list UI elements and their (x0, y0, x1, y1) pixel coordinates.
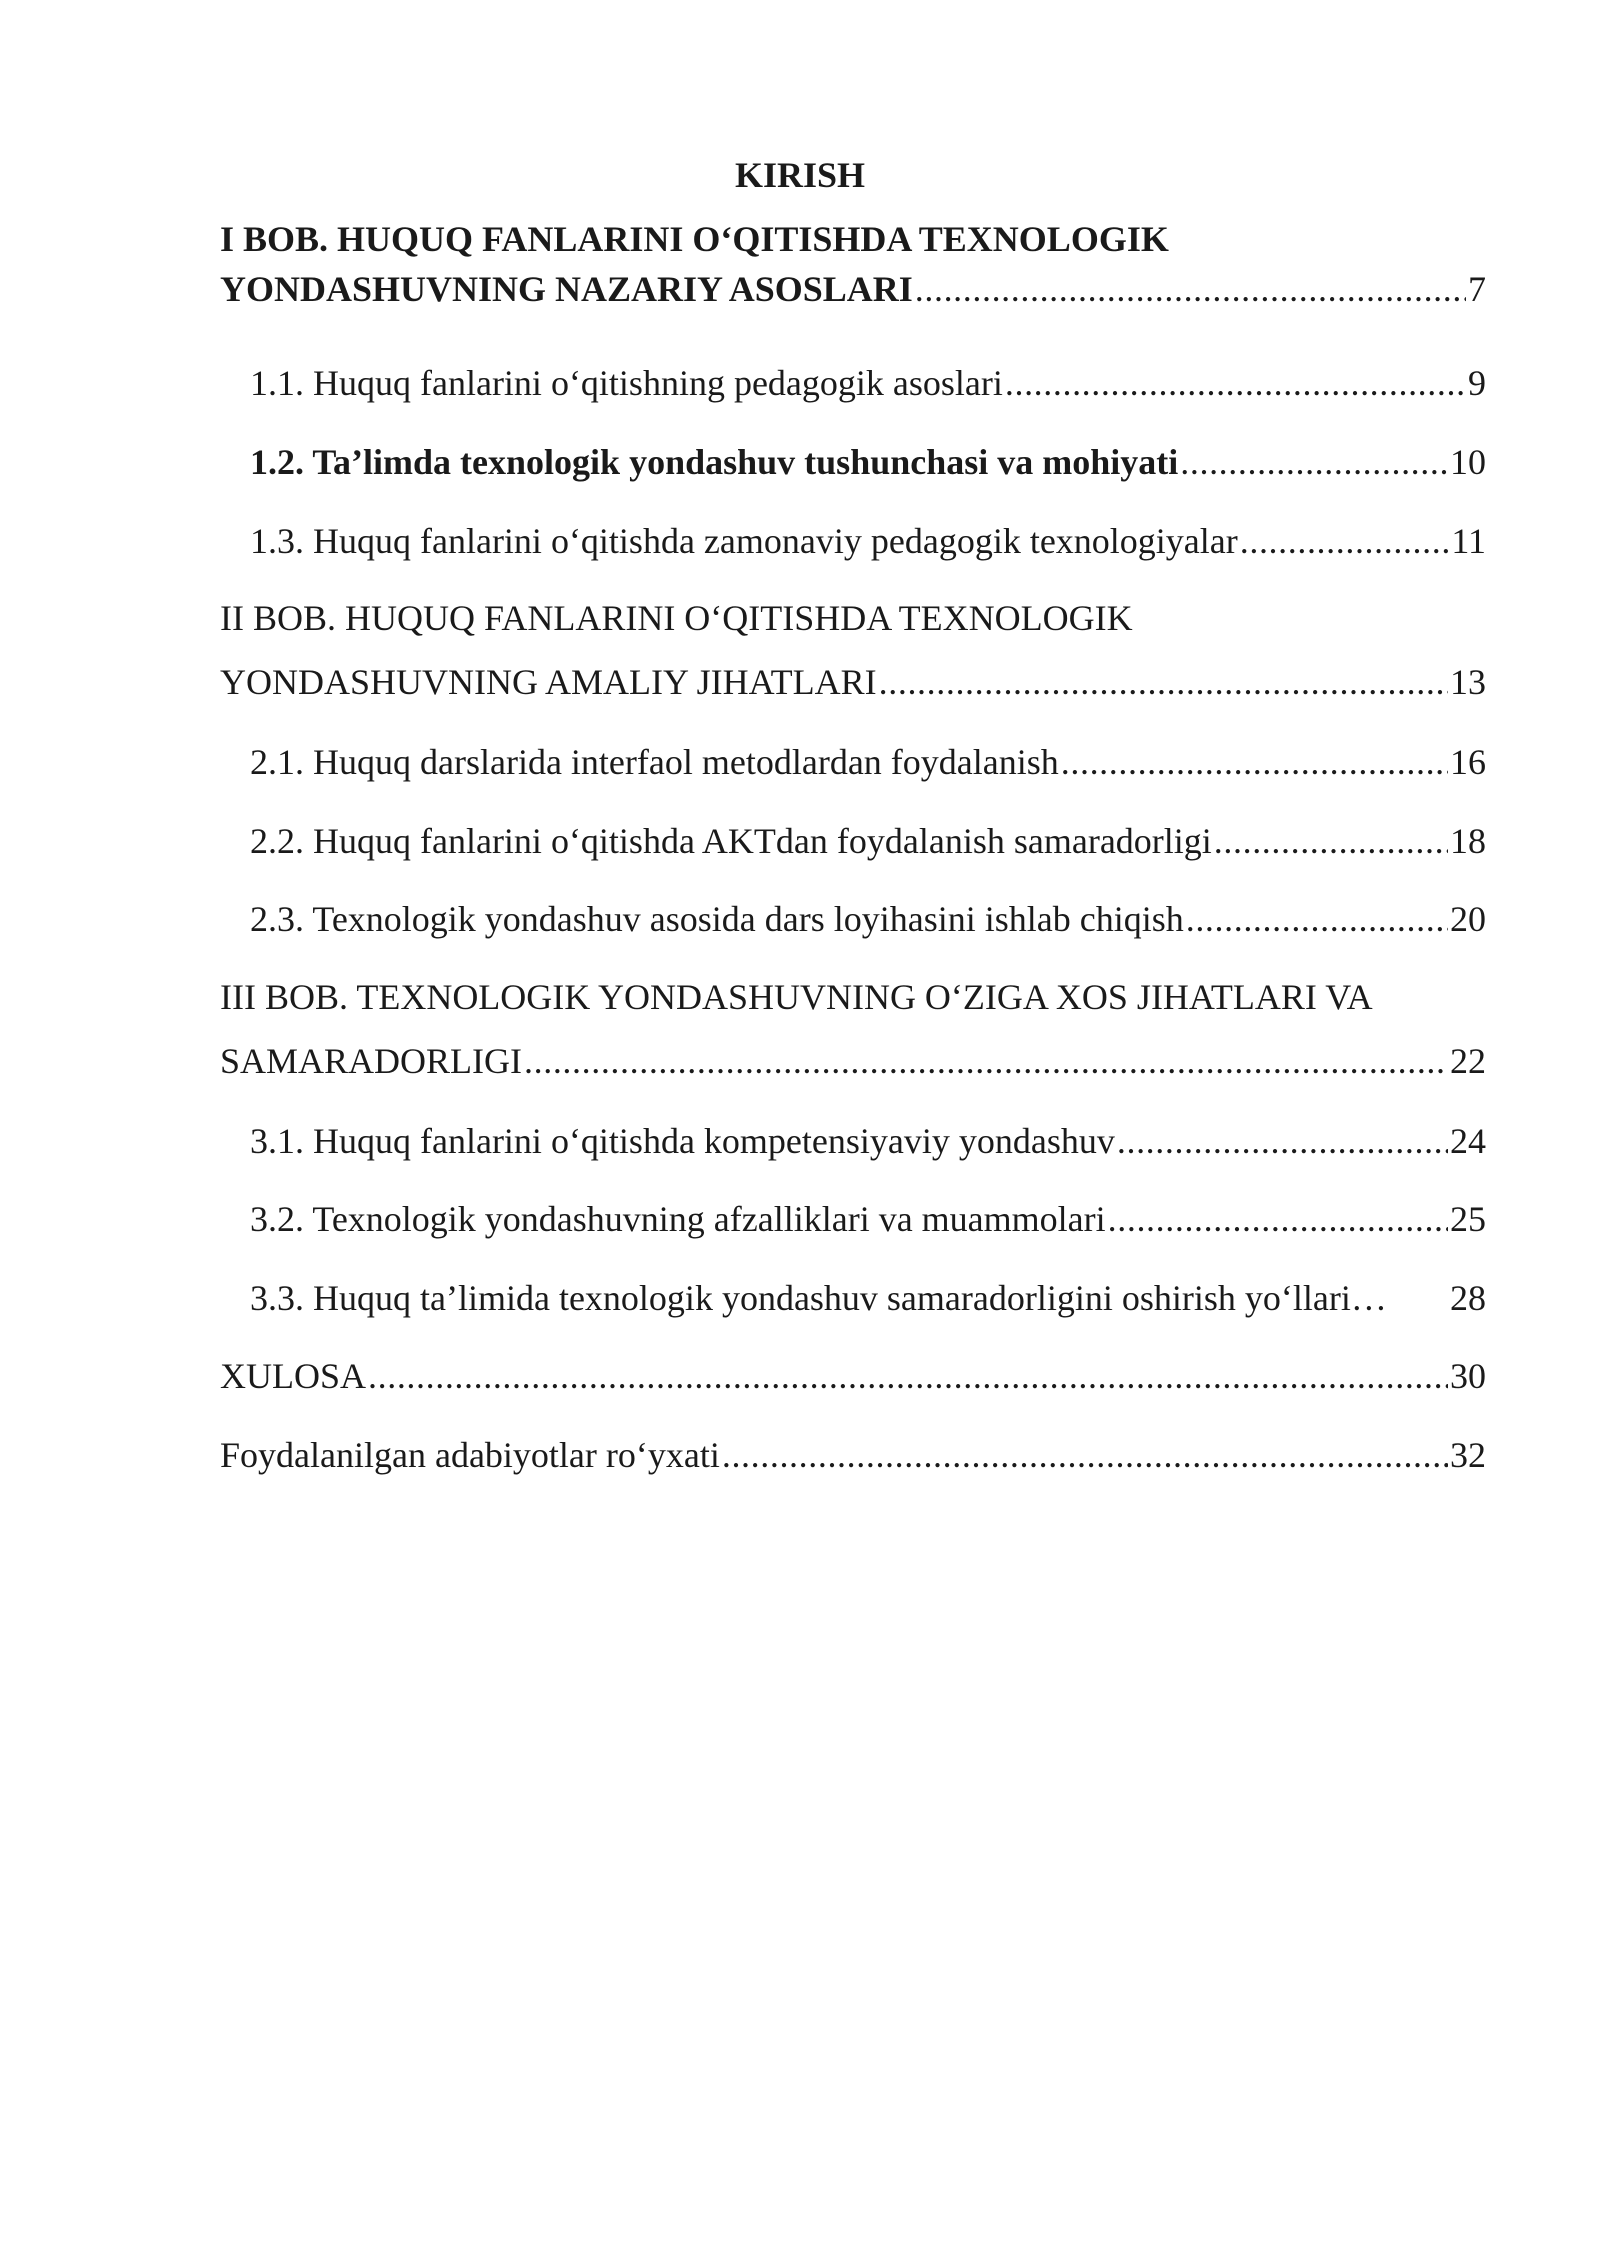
toc-page-number: 30 (1450, 1356, 1486, 1396)
toc-entry-chapter-3[interactable] (220, 972, 1486, 1086)
toc-entry-title: XULOSA (220, 1356, 367, 1396)
toc-page-number: 20 (1450, 899, 1486, 939)
toc-entry-title: 2.1. Huquq darslarida interfaol metodlardan foydalanish (250, 742, 1059, 782)
toc-entry-title-line1: II BOB. HUQUQ FANLARINI O‘QITISHDA TEXNOLOGIK (220, 598, 1133, 638)
toc-page-number: 13 (1450, 662, 1486, 702)
dot-leader (1061, 737, 1448, 787)
toc-page-number: 10 (1450, 442, 1486, 482)
toc-entry-title: 3.1. Huquq fanlarini o‘qitishda kompetensiyaviy yondashuv (250, 1121, 1115, 1161)
toc-page-number: 11 (1451, 521, 1486, 561)
toc-entry-section-3-2[interactable] (250, 1194, 1486, 1244)
toc-entry-title: 1.2. Ta’limda texnologik yondashuv tushunchasi va mohiyati (250, 442, 1179, 482)
dot-leader (915, 264, 1466, 314)
toc-heading: KIRISH (734, 155, 866, 195)
dot-leader (1240, 516, 1450, 566)
toc-entry-section-1-2[interactable] (250, 437, 1486, 487)
dot-leader (1214, 816, 1448, 866)
toc-page-number: 22 (1450, 1041, 1486, 1081)
toc-entry-conclusion[interactable] (220, 1351, 1486, 1401)
toc-entry-title-line1: III BOB. TEXNOLOGIK YONDASHUVNING O‘ZIGA XOS JIHATLARI VA (220, 977, 1373, 1017)
toc-entry-title-line2: SAMARADORLIGI (220, 1041, 523, 1081)
dot-leader (722, 1430, 1448, 1480)
toc-entry-title: 2.2. Huquq fanlarini o‘qitishda AKTdan foydalanish samaradorligi (250, 821, 1212, 861)
toc-entry-title: 2.3. Texnologik yondashuv asosida dars loyihasini ishlab chiqish (250, 899, 1184, 939)
toc-entry-title-line2: YONDASHUVNING NAZARIY ASOSLARI (220, 269, 913, 309)
toc-page-number: 16 (1450, 742, 1486, 782)
toc-entry-title: 1.1. Huquq fanlarini o‘qitishning pedagogik asoslari (250, 363, 1003, 403)
toc-entry-section-2-2[interactable] (250, 816, 1486, 866)
dot-leader (524, 1036, 1448, 1086)
dot-leader (1117, 1116, 1448, 1166)
toc-entry-section-2-3[interactable] (250, 894, 1486, 944)
dot-leader (1108, 1194, 1448, 1244)
toc-page-number: 7 (1468, 269, 1486, 309)
toc-entry-title-line1: I BOB. HUQUQ FANLARINI O‘QITISHDA TEXNOLOGIK (220, 219, 1169, 259)
toc-entry-section-2-1[interactable] (250, 737, 1486, 787)
toc-page-number: 24 (1450, 1121, 1486, 1161)
toc-page-number: 25 (1450, 1199, 1486, 1239)
toc-entry-title-line2: YONDASHUVNING AMALIY JIHATLARI (220, 662, 877, 702)
toc-entry-title: 3.2. Texnologik yondashuvning afzalliklari va muammolari (250, 1199, 1106, 1239)
toc-entry-references[interactable] (220, 1430, 1486, 1480)
toc-entry-section-1-1[interactable] (250, 358, 1486, 408)
dot-leader (1005, 358, 1466, 408)
dot-leader (368, 1351, 1448, 1401)
toc-entry-title: 3.3. Huquq ta’limida texnologik yondashuv samaradorligini oshirish yo‘llari… (250, 1278, 1387, 1318)
toc-page-number: 32 (1450, 1435, 1486, 1475)
toc-entry-chapter-1[interactable] (220, 214, 1486, 314)
toc-entry-section-1-3[interactable] (250, 516, 1486, 566)
dot-leader (1180, 437, 1448, 487)
dot-leader (879, 657, 1448, 707)
toc-entry-section-3-3[interactable] (250, 1273, 1486, 1323)
toc-entry-title: 1.3. Huquq fanlarini o‘qitishda zamonaviy pedagogik texnologiyalar (250, 521, 1238, 561)
toc-page-number: 28 (1450, 1278, 1486, 1318)
toc-entry-section-3-1[interactable] (250, 1116, 1486, 1166)
toc-page-number: 9 (1468, 363, 1486, 403)
dot-leader (1186, 894, 1448, 944)
toc-entry-title: Foydalanilgan adabiyotlar ro‘yxati (220, 1435, 720, 1475)
toc-entry-chapter-2[interactable] (220, 593, 1486, 707)
toc-page-number: 18 (1450, 821, 1486, 861)
